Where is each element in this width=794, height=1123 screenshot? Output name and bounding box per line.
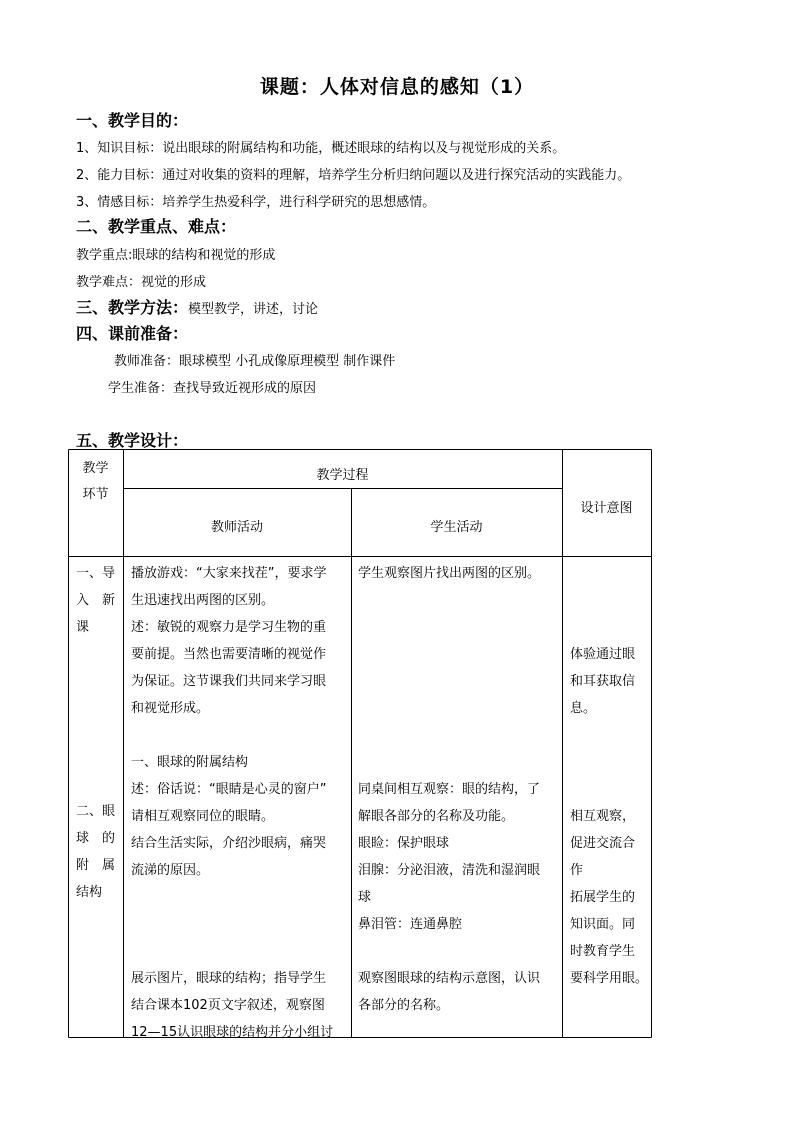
student-line: [358, 614, 540, 641]
teacher-line: 述：俗话说：“眼睛是心灵的窗户”: [131, 782, 327, 797]
teacher-line: 述：敏锐的观察力是学习生物的重: [131, 620, 327, 635]
intent-line: [570, 776, 648, 803]
methods-content: 模型教学，讲述，讨论: [188, 302, 319, 317]
teacher-line: 结合课本102页文字叙述，观察图: [131, 998, 325, 1013]
intent-line: 拓展学生的: [570, 890, 636, 905]
teacher-preparation: 教师准备：眼球模型 小孔成像原理模型 制作课件: [114, 354, 396, 369]
objective-knowledge: 1、知识目标：说出眼球的附属结构和功能，概述眼球的结构以及与视觉形成的关系。: [76, 141, 566, 156]
teacher-line: 要前提。当然也需要清晰的视觉作: [131, 647, 327, 662]
stage-line: 结构: [76, 885, 103, 900]
student-line: [358, 668, 540, 695]
intent-line: 作: [570, 863, 584, 878]
header-stage-line: 环节: [82, 487, 109, 502]
teacher-line: 展示图片，眼球的结构；指导学生: [131, 971, 327, 986]
teacher-line: 流涕的原因。: [131, 863, 210, 878]
objective-ability: 2、能力目标：通过对收集的资料的理解，培养学生分析归纳问题以及进行探究活动的实践能力。: [76, 168, 631, 183]
student-line: [358, 641, 540, 668]
section-heading-preparation: 四、课前准备：: [76, 324, 189, 343]
header-design-intent: 设计意图: [580, 501, 633, 516]
stage-accessory-structure: [76, 798, 115, 906]
teacher-line: 生迅速找出两图的区别。: [131, 593, 275, 608]
intent-line: 和耳获取信: [570, 674, 636, 689]
stage-line: 入 新: [76, 593, 116, 608]
teacher-activity-cell: [131, 560, 333, 1046]
student-line: [358, 695, 540, 722]
intent-line: 促进交流合: [570, 836, 636, 851]
student-line: [358, 587, 540, 614]
teacher-line: [131, 722, 333, 749]
student-line: 同桌间相互观察：眼的结构，了: [358, 782, 541, 797]
student-line: 观察图眼球的结构示意图，认识: [358, 971, 541, 986]
student-line: [358, 749, 540, 776]
difficulty: 教学难点：视觉的形成: [76, 275, 207, 290]
teacher-line: [131, 938, 333, 965]
intent-line: 知识面。同: [570, 917, 636, 932]
intent-line: 体验通过眼: [570, 647, 636, 662]
student-line: 解眼各部分的名称及功能。: [358, 809, 515, 824]
intent-line: [570, 587, 648, 614]
teacher-line: 为保证。这节课我们共同来学习眼: [131, 674, 327, 689]
student-line: 学生观察图片找出两图的区别。: [358, 566, 541, 581]
student-line: 眼睑：保护眼球: [358, 836, 450, 851]
header-stage-line: 教学: [82, 461, 109, 476]
stage-line: 一、导: [76, 566, 116, 581]
teacher-line: 一、眼球的附属结构: [131, 755, 249, 770]
teacher-line: 和视觉形成。: [131, 701, 210, 716]
key-point: 教学重点:眼球的结构和视觉的形成: [76, 248, 276, 263]
teacher-line: [131, 884, 333, 911]
student-line: 泪腺：分泌泪液，清洗和湿润眼: [358, 863, 541, 878]
intent-line: [570, 560, 648, 587]
student-line: 各部分的名称。: [358, 998, 450, 1013]
intent-line: 要科学用眼。: [570, 971, 649, 986]
stage-line: 课: [76, 620, 90, 635]
design-intent-cell: [570, 560, 648, 992]
student-line: [358, 938, 540, 965]
teacher-line: 请相互观察同位的眼睛。: [131, 809, 275, 824]
header-student-activity: 学生活动: [430, 520, 483, 535]
teacher-line: 播放游戏：“大家来找茬”，要求学: [131, 566, 327, 581]
section-heading-design: 五、教学设计：: [76, 431, 189, 450]
page-title: 课题：人体对信息的感知（1）: [259, 76, 535, 98]
student-line: 鼻泪管：连通鼻腔: [358, 917, 463, 932]
teacher-line: [131, 911, 333, 938]
intent-line: [570, 722, 648, 749]
stage-line: 球 的: [76, 831, 116, 846]
objective-emotion: 3、情感目标：培养学生热爱科学，进行科学研究的思想感情。: [76, 195, 436, 210]
header-teacher-activity: 教师活动: [210, 520, 263, 535]
section-heading-objectives: 一、教学目的：: [76, 111, 189, 130]
header-process: 教学过程: [316, 468, 369, 483]
teacher-line: 结合生活实际，介绍沙眼病，痛哭: [131, 836, 327, 851]
student-activity-cell: [358, 560, 540, 1019]
student-line: [358, 722, 540, 749]
methods-heading-text: 三、教学方法：: [76, 298, 189, 317]
student-preparation: 学生准备：查找导致近视形成的原因: [108, 381, 317, 396]
stage-line: 二、眼: [76, 804, 116, 819]
intent-line: 相互观察，: [570, 809, 636, 824]
intent-line: [570, 614, 648, 641]
header-stage: [68, 456, 123, 508]
intent-line: 时教育学生: [570, 944, 636, 959]
stage-intro: [76, 560, 115, 641]
section-heading-keypoints: 二、教学重点、难点：: [76, 217, 237, 236]
stage-line: 附 属: [76, 858, 116, 873]
intent-line: [570, 749, 648, 776]
intent-line: 息。: [570, 701, 597, 716]
teacher-line: 12—15认识眼球的结构并分小组讨: [131, 1025, 334, 1040]
student-line: 球: [358, 890, 372, 905]
